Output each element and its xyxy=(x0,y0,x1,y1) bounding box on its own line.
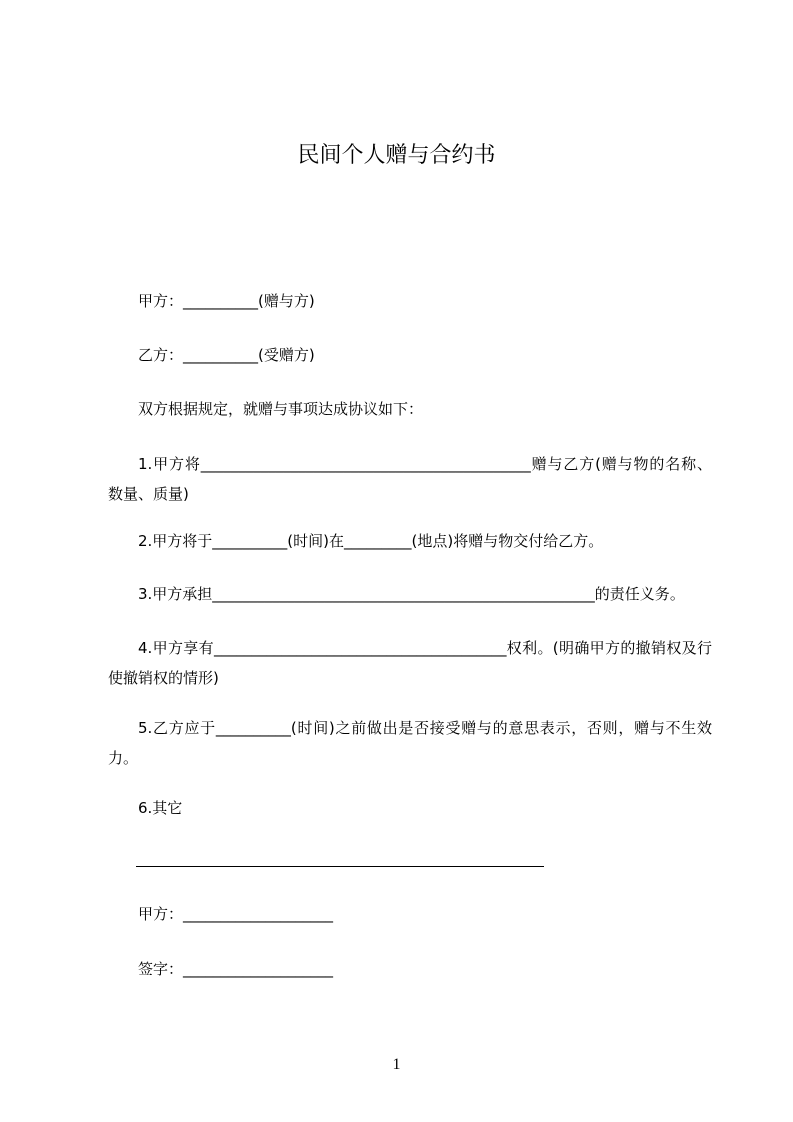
document-title: 民间个人赠与合约书 xyxy=(297,143,496,168)
page-number: 1 xyxy=(392,1056,401,1073)
signature-party-a: 甲方：____________________ xyxy=(138,905,334,923)
clause-4: 4.甲方享有_______________________________________权利。(明确甲方的撤销权及行使撤销权的情形) xyxy=(108,639,712,687)
clause-3: 3.甲方承担___________________________________________________的责任义务。 xyxy=(138,585,685,603)
clause-6: 6.其它 xyxy=(138,799,183,817)
clause-1: 1.甲方将____________________________________________赠与乙方(赠与物的名称、数量、质量) xyxy=(108,455,712,503)
signature-sign: 签字：____________________ xyxy=(138,960,334,978)
intro-text: 双方根据规定，就赠与事项达成协议如下： xyxy=(138,400,424,418)
party-a-line: 甲方：__________(赠与方) xyxy=(138,292,315,310)
party-b-line: 乙方：__________(受赠方) xyxy=(138,346,315,364)
clause-5: 5.乙方应于__________(时间)之前做出是否接受赠与的意思表示，否则，赠与不生效力。 xyxy=(108,719,712,767)
clause-2: 2.甲方将于__________(时间)在_________(地点)将赠与物交付给乙方。 xyxy=(138,532,604,550)
other-terms-blank-line xyxy=(136,866,544,867)
